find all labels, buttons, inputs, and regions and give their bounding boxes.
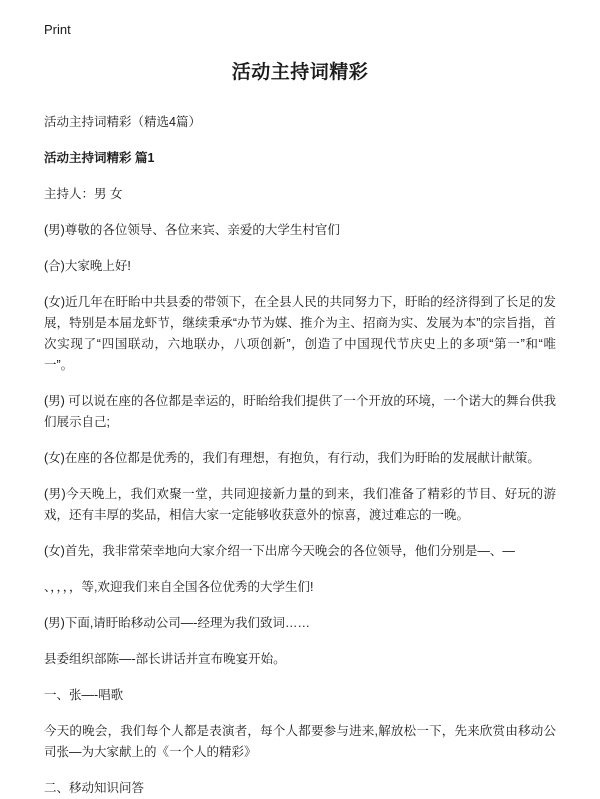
paragraph: (合)大家晚上好!	[44, 259, 131, 273]
paragraph: 今天的晚会，我们每个人都是表演者，每个人都要参与进来,解放松一下，先来欣赏由移动公司张—为大家献上的《一个人的精彩》	[44, 724, 556, 759]
page-title: 活动主持词精彩	[231, 62, 369, 83]
paragraph: 二、移动知识问答	[44, 781, 145, 795]
paragraph: 县委组织部陈—-部长讲话并宣布晚宴开始。	[44, 652, 286, 666]
paragraph: (男) 可以说在座的各位都是幸运的，盱眙给我们提供了一个开放的环境，一个诺大的舞台供我们展示自己;	[44, 394, 556, 429]
paragraph: (女)近几年在盱眙中共县委的带领下，在全县人民的共同努力下，盱眙的经济得到了长足的发展，特别是本届龙虾节，继续秉承“办节为媒、推介为主、招商为实、发展为本”的宗旨指，首次实现了“四国联动，六地联办，八项创新”，创造了中国现代节庆史上的多项“第一”和“唯一”。	[44, 295, 556, 372]
paragraph: (女)首先，我非常荣幸地向大家介绍一下出席今天晚会的各位领导，他们分别是—、—	[44, 544, 515, 558]
paragraph: 、，，，，等,欢迎我们来自全国各位优秀的大学生们!	[44, 580, 314, 594]
print-label[interactable]: Print	[44, 22, 71, 37]
paragraph: (男)下面,请盱眙移动公司—-经理为我们致词……	[44, 616, 310, 630]
section-heading: 活动主持词精彩 篇1	[44, 151, 155, 165]
paragraph: (男)今天晚上，我们欢聚一堂，共同迎接新力量的到来，我们准备了精彩的节目、好玩的游戏，还有丰厚的奖品，相信大家一定能够收获意外的惊喜，渡过难忘的一晚。	[44, 487, 556, 522]
paragraph: 主持人：男 女	[44, 187, 123, 201]
paragraph: 一、张—-唱歌	[44, 688, 124, 702]
paragraph: 活动主持词精彩（精选4篇）	[44, 115, 201, 129]
paragraph: (男)尊敬的各位领导、各位来宾、亲爱的大学生村官们	[44, 223, 340, 237]
document-body	[44, 112, 556, 799]
paragraph: (女)在座的各位都是优秀的，我们有理想，有抱负，有行动，我们为盱眙的发展献计献策。	[44, 451, 540, 465]
